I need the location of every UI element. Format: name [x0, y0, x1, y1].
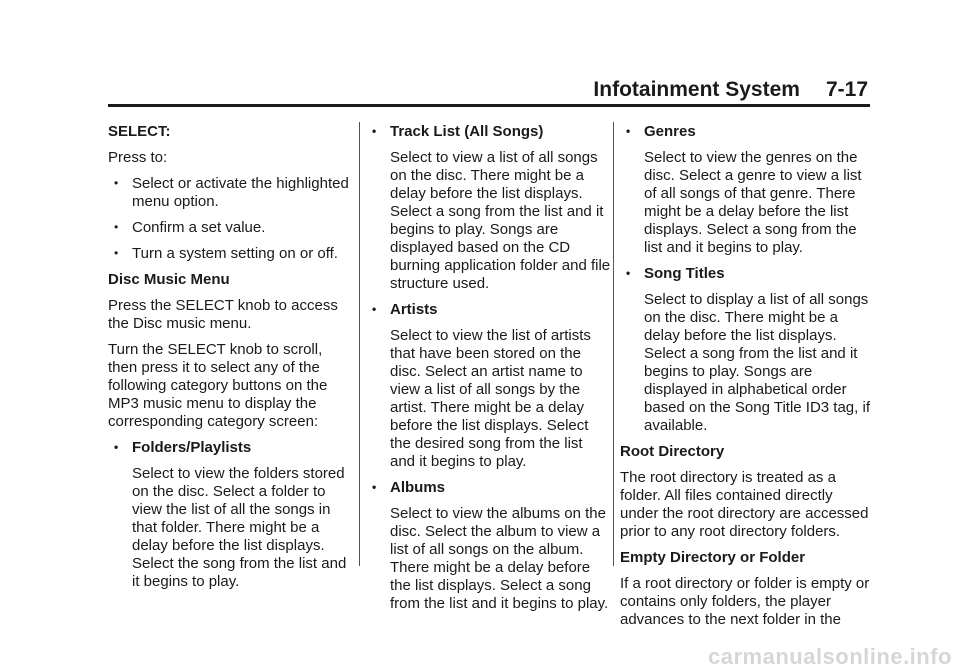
bullet-icon: •	[114, 220, 119, 234]
paragraph: Press the SELECT knob to access the Disc music menu.	[108, 297, 338, 332]
watermark: carmanualsonline.info	[708, 644, 952, 669]
track-list-title: Track List (All Songs)	[390, 123, 544, 140]
empty-directory-text: If a root directory or folder is empty or contains only folders, the player advances to the next folder in the	[620, 575, 870, 628]
root-directory-heading: Root Directory	[620, 443, 725, 460]
albums-title: Albums	[390, 479, 446, 496]
section-title: Infotainment System	[593, 78, 800, 101]
empty-directory-heading: Empty Directory or Folder	[620, 549, 806, 566]
list-item	[108, 175, 353, 211]
bullet-icon: •	[626, 124, 631, 138]
bullet-icon: •	[114, 440, 119, 454]
list-item-text: Confirm a set value.	[132, 219, 266, 236]
bullet-icon: •	[372, 124, 377, 138]
page-header	[0, 78, 868, 102]
list-item	[620, 123, 870, 141]
artists-text: Select to view the list of artists that have been stored on the disc. Select an artist name to view a list of all songs by the artist. There might be a delay before the list displays. Select the desired song from the list and it begins to play.	[390, 327, 591, 470]
folders-playlists-text: Select to view the folders stored on the disc. Select a folder to view the list of all the songs in that folder. There might be a delay before the list displays. Select the song from the list and it begins to play.	[132, 465, 347, 590]
column-divider	[359, 122, 360, 566]
root-directory-text: The root directory is treated as a folder. All files contained directly under the root directory are accessed prior to any root directory folders.	[620, 469, 869, 540]
list-item-text: Turn a system setting on or off.	[132, 245, 338, 262]
column-3	[620, 123, 870, 637]
albums-text: Select to view the albums on the disc. Select the album to view a list of all songs on the album. There might be a delay before the list displays. Select a song from the list and it begins to play.	[390, 505, 609, 612]
bullet-icon: •	[114, 246, 119, 260]
header-rule	[108, 104, 870, 107]
track-list-text: Select to view a list of all songs on the disc. There might be a delay before the list displays. Select a song from the list and it begins to play. Songs are displayed based on the CD burning application folder and file structure used.	[390, 149, 611, 292]
column-divider	[613, 122, 614, 566]
list-item-text: Select or activate the highlighted menu option.	[132, 175, 349, 210]
bullet-icon: •	[114, 176, 119, 190]
list-item	[366, 479, 611, 497]
bullet-icon: •	[626, 266, 631, 280]
list-item	[108, 245, 353, 263]
paragraph: Turn the SELECT knob to scroll, then press it to select any of the following category buttons on the MP3 music menu to display the corresponding category screen:	[108, 341, 328, 430]
genres-text: Select to view the genres on the disc. Select a genre to view a list of all songs of that genre. There might be a delay before the list displays. Select a song from the list and it begins to play.	[644, 149, 862, 256]
song-titles-text: Select to display a list of all songs on the disc. There might be a delay before the list displays. Select a song from the list and it begins to play. Songs are displayed in alphabetical order based on the Song Title ID3 tag, if available.	[644, 291, 870, 434]
select-heading: SELECT:	[108, 123, 171, 140]
list-item	[366, 301, 611, 319]
list-item	[366, 123, 611, 141]
artists-title: Artists	[390, 301, 438, 318]
list-item	[108, 439, 353, 457]
song-titles-title: Song Titles	[644, 265, 725, 282]
bullet-icon: •	[372, 480, 377, 494]
list-item	[620, 265, 870, 283]
column-1	[108, 123, 353, 599]
bullet-icon: •	[372, 302, 377, 316]
folders-playlists-title: Folders/Playlists	[132, 439, 252, 456]
list-item	[108, 219, 353, 237]
press-to-text: Press to:	[108, 149, 168, 166]
column-2	[366, 123, 611, 621]
page-number: 7-17	[825, 78, 868, 101]
disc-music-menu-heading: Disc Music Menu	[108, 271, 230, 288]
genres-title: Genres	[644, 123, 696, 140]
